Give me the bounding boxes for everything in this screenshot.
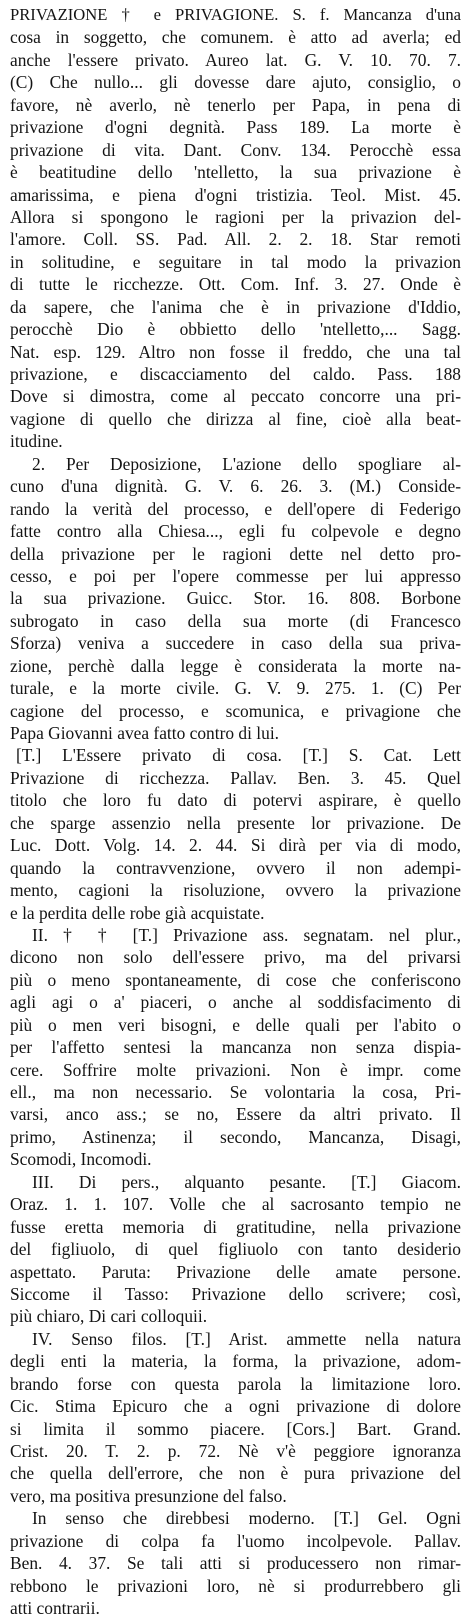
text-line: si limita il sommo piacere. [Cors.] Bart. Grand. [10,1418,461,1439]
text-line: Dove si dimostra, come al peccato concorre una pri- [10,386,461,407]
text-line: cosa in soggetto, che comunem. è atto ad averla; ed [10,27,461,48]
text-line: cere. Soffrire molte privazioni. Non è impr. come [10,1059,461,1080]
text-line: che quella dell'errore, che non è pura privazione del [10,1463,461,1484]
text-line: aspettato. Paruta: Privazione delle amate persone. [10,1261,461,1282]
text-line: turale, e la morte civile. G. V. 9. 275. 1. (C) Per [10,678,461,699]
text-line: perocchè Dio è obbietto dello 'ntelletto,... Sagg. [10,319,461,340]
text-line: brando forse con questa parola la limitazione loro. [10,1373,461,1394]
text-line: cagione del processo, e scomunica, e privagione che [10,700,461,721]
text-line: quando la contravvenzione, ovvero il non adempi- [10,857,461,878]
text-line: vagione di quello che dirizza al fine, cioè alla beat- [10,408,461,429]
text-line: subrogato in caso della sua morte (di Francesco [10,610,461,631]
text-line: la sua privazione. Guicc. Stor. 16. 808. Borbone [10,588,461,609]
text-line: rando la verità del processo, e dell'opere di Federigo [10,498,461,519]
entry-headword-line: PRIVAZIONE † e PRIVAGIONE. S. f. Mancanza d'una [10,5,461,24]
text-line: privazione, e discacciamento del caldo. Pass. 188 [10,364,461,384]
text-line: più chiaro, Di cari colloquii. [10,1306,208,1327]
text-line: Siccome il Tasso: Privazione dello scrivere; così, [10,1283,461,1304]
sense-iii-line: III. Di pers., alquanto pesante. [T.] Giacom. [32,1171,461,1192]
text-line: vero, ma positiva presunzione del falso. [10,1485,287,1506]
text-line: da sapere, che l'anima che è in privazione d'Iddio, [10,296,461,317]
text-line: titolo che loro fu dato di potervi aspirare, è quello [10,790,461,811]
sense-moderno-line: In senso che direbbesi moderno. [T.] Gel. Ogni [32,1508,461,1529]
text-line: cesso, e poi per l'opere commesse per lui appresso [10,565,461,586]
text-line: varsi, anco ass.; se no, Essere da altri privato. Il [10,1104,461,1125]
text-line: favore, nè averlo, nè tenerlo per Papa, in pena di [10,94,461,115]
text-line: amarissima, e piena d'ogni tristizia. Teol. Mist. 45. [10,184,461,205]
text-line: del figliuolo, di quel figliuolo con tanto desiderio [10,1239,461,1260]
text-line: in solitudine, e seguitare in tal modo la privazion [10,251,461,272]
text-line: Allora si spongono le ragioni per la privazion del- [10,206,461,227]
text-line: atti contrarii. [10,1598,100,1619]
sense-2-line: 2. Per Deposizione, L'azione dello spogliare al- [32,453,461,474]
text-line: Sforza) veniva a succedere in caso della sua priva- [10,633,461,654]
text-line: cuno d'una dignità. G. V. 6. 26. 3. (M.) Conside- [10,476,461,497]
text-line: è beatitudine dello 'ntelletto, la sua privazione è [10,162,461,183]
text-line: fatte contro alla Chiesa..., egli fu colpevole e degno [10,521,461,542]
text-line: primo, Astinenza; il secondo, Mancanza, Disagi, [10,1126,461,1147]
text-line: privazione d'ogni degnità. Pass 189. La morte è [10,117,461,138]
text-line: Papa Giovanni avea fatto contro di lui. [10,723,279,743]
sense-iv-line: IV. Senso filos. [T.] Arist. ammette nella natura [32,1328,461,1349]
text-line: privazione di colpa fa l'uomo incolpevole. Pallav. [10,1530,461,1551]
text-line: privazione di vita. Dant. Conv. 134. Perocchè essa [10,139,461,160]
text-line: Privazione di ricchezza. Pallav. Ben. 3. 45. Quel [10,767,461,788]
text-line: mento, cagioni la risoluzione, ovvero la privazione [10,880,461,901]
text-line: fusse eretta memoria di gratitudine, nella privazione [10,1216,461,1237]
text-line: più o men veri bisogni, e delle quali per l'abito o [10,1014,461,1035]
text-line: e la perdita delle robe già acquistate. [10,902,265,923]
text-line: l'amore. Coll. SS. Pad. All. 2. 2. 18. Star remoti [10,229,461,250]
text-line: itudine. [10,431,63,452]
text-line: zione, perchè dalla legge è considerata la morte na- [10,655,461,676]
text-line: Luc. Dott. Volg. 14. 2. 44. Si dirà per via di modo, [10,835,461,856]
text-line: rebbono le privazioni loro, nè si produrrebbero gli [10,1575,461,1596]
text-line: Ben. 4. 37. Se tali atti si producessero non rimar- [10,1553,461,1574]
text-line: che sparge assenzio nella presente lor privazione. De [10,812,461,833]
text-line: per l'affetto sentesi la mancanza non senza dispia- [10,1037,461,1058]
sense-t-line: [T.] L'Essere privato di cosa. [T.] S. Cat. Lett [16,745,461,766]
text-line: (C) Che nullo... gli dovesse dare ajuto, consiglio, o [10,72,461,93]
entry-privazione [10,4,461,1620]
text-line: Scomodi, Incomodi. [10,1149,152,1170]
text-line: anche l'essere privato. Aureo lat. G. V. 10. 70. 7. [10,49,461,70]
text-line: più o meno spontaneamente, di cose che conferiscono [10,969,461,990]
text-line: degli enti la materia, la forma, la privazione, adom- [10,1351,461,1372]
text-line: Crist. 20. T. 2. p. 72. Nè v'è peggiore ignoranza [10,1441,461,1461]
text-line: ell., ma non necessario. Se volontaria la cosa, Pri- [10,1082,461,1102]
text-line: Oraz. 1. 1. 107. Volle che al sacrosanto tempio ne [10,1194,461,1215]
text-line: dicono non solo dell'essere privo, ma del privarsi [10,947,461,968]
text-line: della privazione per le ragioni dette nel detto pro- [10,543,461,564]
text-line: Cic. Stima Epicuro che a ogni privazione di dolore [10,1396,461,1417]
text-line: agli agi o a' piaceri, o anche al soddisfacimento di [10,992,461,1013]
text-line: di tutte le ricchezze. Ott. Com. Inf. 3. 27. Onde è [10,274,461,295]
text-line: Nat. esp. 129. Altro non fosse il freddo, che una tal [10,341,461,362]
sense-ii-line: II. † † [T.] Privazione ass. segnatam. nel plur., [32,924,461,945]
